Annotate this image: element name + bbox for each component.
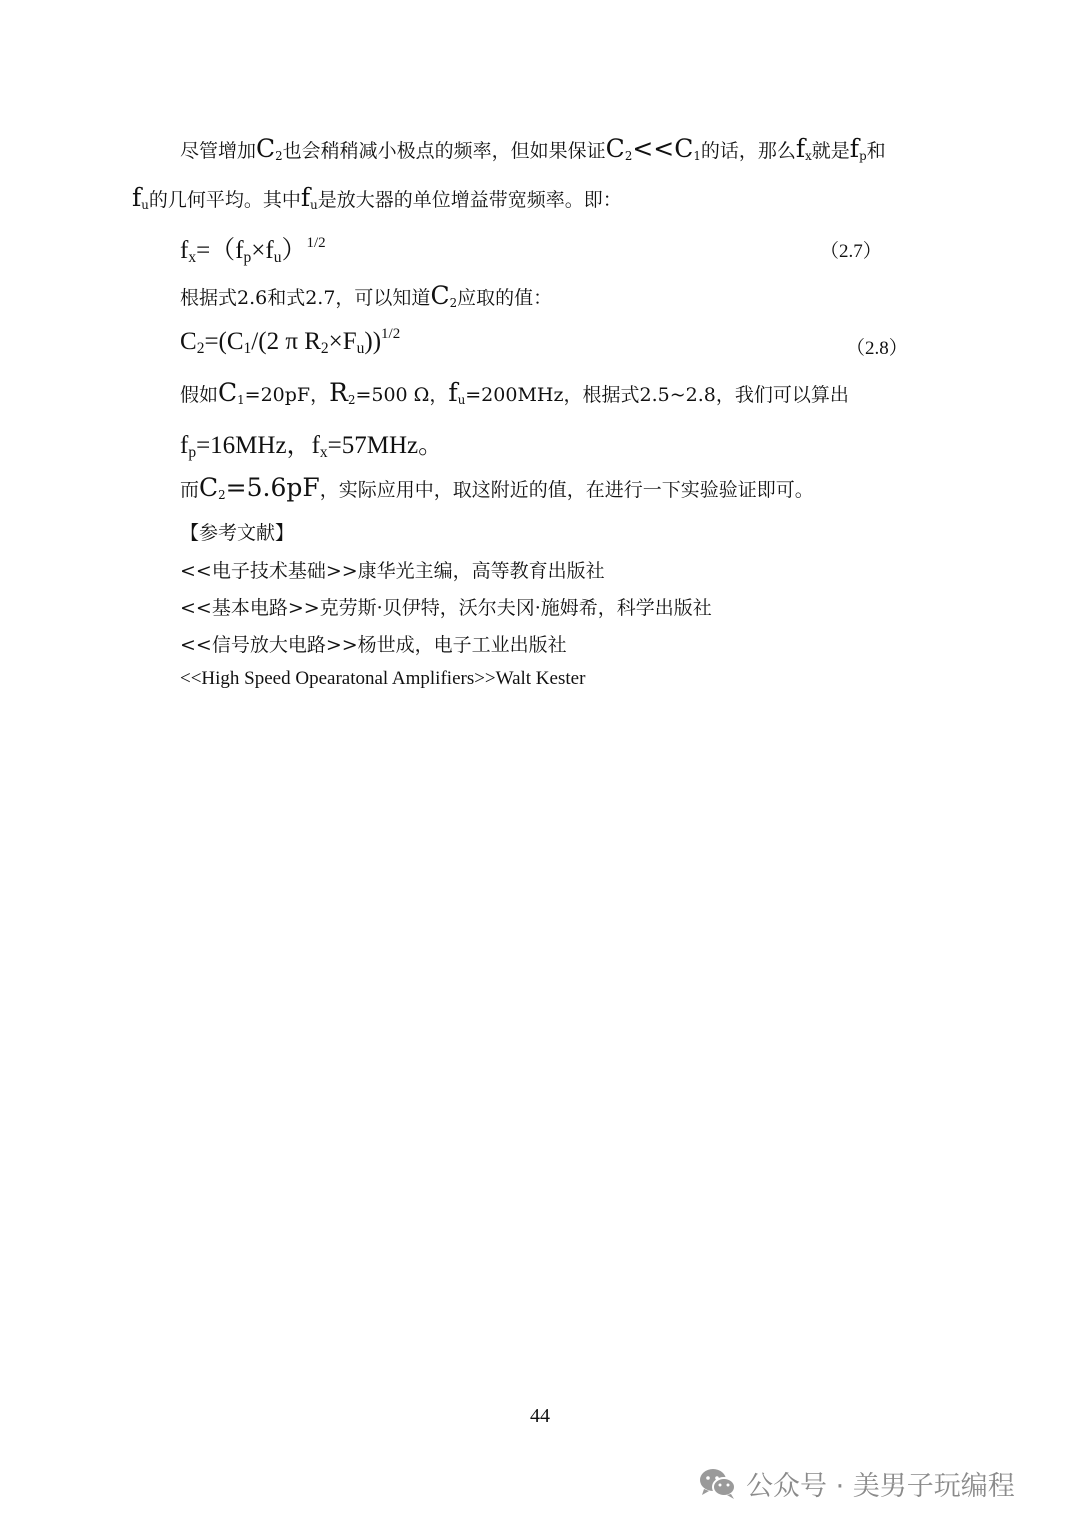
watermark xyxy=(698,1464,1015,1503)
subscript: x xyxy=(805,148,812,163)
value-text: =5.6pF xyxy=(225,473,320,502)
symbol-fp: f xyxy=(235,237,244,264)
reference-item: <<信号放大电路>>杨世成，电子工业出版社 xyxy=(180,634,567,656)
symbol-fu: f xyxy=(300,183,311,212)
times-sign: × xyxy=(251,237,266,264)
paragraph-1-line-1 xyxy=(180,134,886,163)
paragraph-3-line-2 xyxy=(180,425,443,461)
symbol-fu: f xyxy=(132,183,142,212)
equation-text: /(2 π R xyxy=(251,328,321,355)
symbol-c2: C xyxy=(605,134,625,163)
subscript: u xyxy=(141,197,149,212)
subscript: u xyxy=(310,197,318,212)
watermark-text: 公众号 · 美男子玩编程 xyxy=(746,1471,1015,1502)
equation-2-7 xyxy=(180,230,326,266)
text-run: 假如 xyxy=(180,384,219,406)
text-run: 也会稍稍减小极点的频率，但如果保证 xyxy=(282,140,606,162)
subscript: x xyxy=(188,248,197,266)
text-run: 的话，那么 xyxy=(700,140,796,162)
symbol-fx: f xyxy=(311,432,320,459)
superscript: 1/2 xyxy=(306,234,326,251)
subscript: x xyxy=(319,443,328,461)
subscript: 2 xyxy=(449,295,458,310)
symbol-fp: f xyxy=(849,134,860,163)
equation-number-2-7: （2.7） xyxy=(820,241,882,262)
wechat-icon xyxy=(698,1466,738,1502)
reference-item: <<High Speed Opearatonal Amplifiers>>Walt Kester xyxy=(180,668,586,689)
less-less-symbol: << xyxy=(632,134,675,163)
close-paren: ） xyxy=(281,237,307,264)
symbol-c2: C xyxy=(256,134,276,163)
references-heading: 【参考文献】 xyxy=(180,522,295,544)
text-run: =20pF， xyxy=(244,384,330,406)
text-run: 就是 xyxy=(811,140,850,162)
symbol-fu: f xyxy=(265,237,274,264)
times-sign: × xyxy=(328,328,343,355)
text-run: 根据式2.6和式2.7，可以知道 xyxy=(180,287,431,309)
equals-paren: =（ xyxy=(196,237,236,264)
symbol-c1: C xyxy=(674,134,694,163)
symbol-r2: R xyxy=(329,378,348,407)
symbol-f: F xyxy=(342,328,357,355)
paragraph-3-line-1 xyxy=(180,378,849,407)
equation-2-8 xyxy=(180,325,401,357)
subscript: 2 xyxy=(624,148,633,163)
symbol-c2: C xyxy=(199,473,219,502)
text-run: 和 xyxy=(866,140,886,162)
text-run: 是放大器的单位增益带宽频率。即： xyxy=(317,189,622,211)
subscript: 2 xyxy=(320,339,329,357)
symbol-fx: f xyxy=(795,134,806,163)
symbol-c2: C xyxy=(430,281,450,310)
symbol-fu: f xyxy=(448,378,458,407)
subscript: p xyxy=(243,248,252,266)
subscript: p xyxy=(859,148,867,163)
text-run: 应取的值： xyxy=(457,287,553,309)
text-run: ，实际应用中，取这附近的值，在进行一下实验验证即可。 xyxy=(319,479,814,501)
subscript: 1 xyxy=(237,392,245,407)
text-run: =57MHz。 xyxy=(327,432,444,459)
text-run: 的几何平均。其中 xyxy=(148,189,301,211)
symbol-fx: f xyxy=(180,237,189,264)
equation-number-2-8: （2.8） xyxy=(846,338,908,359)
text-run: =500 Ω， xyxy=(355,384,449,406)
text-run: 尽管增加 xyxy=(180,140,257,162)
paragraph-2 xyxy=(180,281,552,310)
subscript: u xyxy=(457,392,466,407)
text-run: =200MHz，根据式2.5~2.8，我们可以算出 xyxy=(465,384,849,406)
text-run: 而 xyxy=(180,479,200,501)
subscript: u xyxy=(273,248,282,266)
subscript: 1 xyxy=(243,339,252,357)
symbol-c1: C xyxy=(218,378,238,407)
subscript: 1 xyxy=(693,148,701,163)
symbol-fp: f xyxy=(180,432,189,459)
subscript: 2 xyxy=(347,392,356,407)
subscript: u xyxy=(356,339,365,357)
subscript: 2 xyxy=(218,487,226,502)
symbol-c2: C xyxy=(180,328,197,355)
text-run: =16MHz， xyxy=(196,432,312,459)
close-paren: )) xyxy=(364,328,382,355)
subscript: 2 xyxy=(275,148,283,163)
reference-item: <<电子技术基础>>康华光主编，高等教育出版社 xyxy=(180,560,605,582)
superscript: 1/2 xyxy=(381,325,401,342)
paragraph-4 xyxy=(180,473,814,502)
reference-item: <<基本电路>>克劳斯·贝伊特，沃尔夫冈·施姆希，科学出版社 xyxy=(180,597,712,619)
page-number: 44 xyxy=(530,1405,550,1427)
subscript: p xyxy=(188,443,197,461)
equation-text: =(C xyxy=(204,328,244,355)
paragraph-1-line-2 xyxy=(132,183,622,212)
subscript: 2 xyxy=(196,339,205,357)
